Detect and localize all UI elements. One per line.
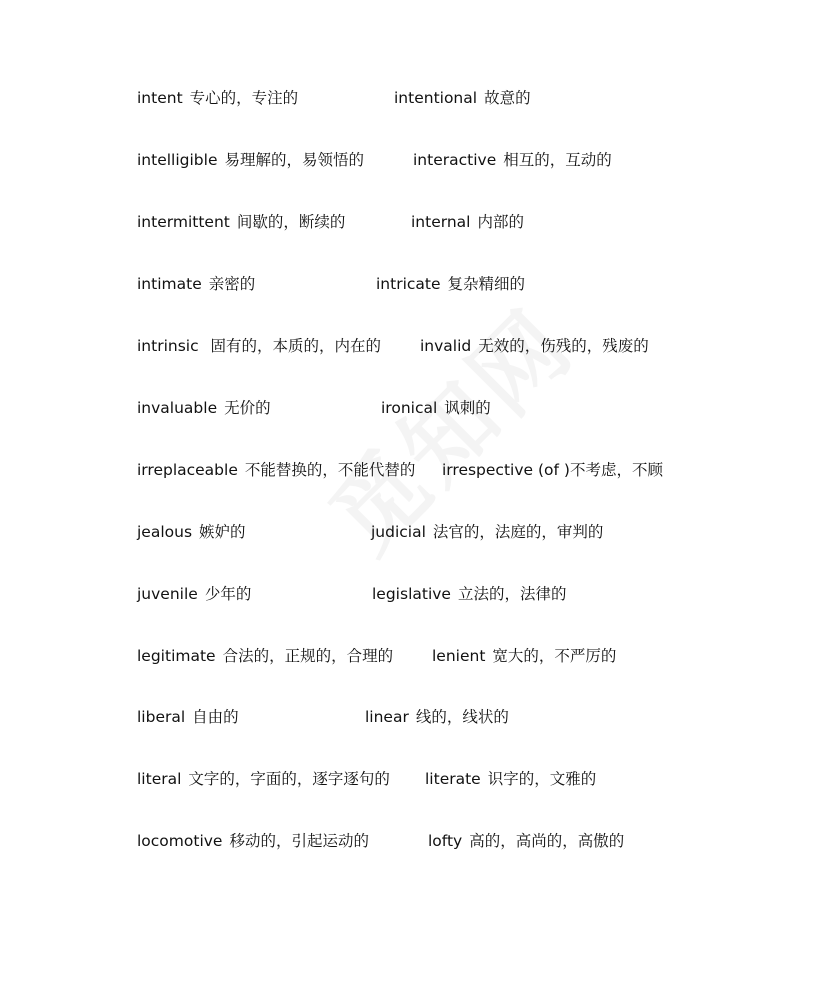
vocab-word: irrespective (of ) (442, 461, 570, 479)
vocab-word: intricate (376, 275, 441, 293)
vocab-meaning: 无价的 (224, 399, 271, 417)
vocab-word: interactive (413, 151, 497, 169)
vocab-entry-left (137, 210, 345, 234)
vocab-meaning: 故意的 (484, 89, 531, 107)
vocab-meaning: 少年的 (204, 585, 252, 603)
vocab-entry-left (137, 644, 393, 668)
vocab-meaning: 专心的，专注的 (189, 89, 299, 107)
vocab-entry-right (365, 705, 509, 729)
vocab-entry-right (425, 767, 596, 791)
vocab-word: literal (137, 770, 182, 788)
vocab-meaning: 线的，线状的 (415, 708, 509, 726)
vocab-word: liberal (137, 708, 186, 726)
vocab-entry-left (137, 334, 381, 358)
vocab-entry-right (381, 396, 491, 420)
vocab-meaning: 不能替换的，不能代替的 (244, 461, 416, 479)
vocab-word: legislative (372, 585, 451, 603)
vocab-meaning: 嫉妒的 (199, 523, 246, 541)
vocab-meaning: 不考虑，不顾 (569, 461, 663, 479)
vocab-entry-right (420, 334, 649, 358)
vocab-word: ironical (381, 399, 438, 417)
vocab-entry-left (137, 520, 246, 544)
vocab-entry-right (376, 272, 525, 296)
vocab-meaning: 移动的，引起运动的 (229, 832, 369, 850)
vocab-entry-left (137, 148, 364, 172)
vocab-entry-right (413, 148, 612, 172)
vocab-meaning: 宽大的，不严厉的 (492, 647, 617, 665)
vocab-word: lenient (432, 647, 486, 665)
vocab-entry-left (137, 705, 239, 729)
vocab-meaning: 相互的，互动的 (503, 151, 612, 169)
vocab-meaning: 识字的，文雅的 (487, 770, 597, 788)
vocab-word: invaluable (137, 399, 218, 417)
vocab-entry-left (137, 396, 271, 420)
vocab-entry-right (371, 520, 603, 544)
vocab-word: irreplaceable (137, 461, 238, 479)
vocab-entry-right (411, 210, 524, 234)
vocab-meaning: 间歇的，断续的 (236, 213, 346, 231)
vocab-meaning: 高的，高尚的，高傲的 (469, 832, 625, 850)
vocab-meaning: 亲密的 (208, 275, 256, 293)
vocab-meaning: 法官的，法庭的，审判的 (432, 523, 604, 541)
vocab-meaning: 复杂精细的 (447, 275, 526, 293)
vocab-word: intimate (137, 275, 202, 293)
vocab-entry-right (432, 644, 616, 668)
vocab-word: intermittent (137, 213, 230, 231)
vocab-entry-left (137, 458, 415, 482)
vocab-word: locomotive (137, 832, 223, 850)
vocab-entry-right (428, 829, 624, 853)
vocab-meaning: 内部的 (477, 213, 524, 231)
vocab-word: judicial (371, 523, 426, 541)
vocab-meaning: 讽刺的 (444, 399, 491, 417)
vocab-meaning: 无效的，伤残的，残废的 (478, 337, 649, 355)
vocab-word: juvenile (137, 585, 198, 603)
vocab-entry-left (137, 582, 251, 606)
vocab-word: invalid (420, 337, 472, 355)
vocab-meaning: 固有的，本质的，内在的 (205, 337, 382, 355)
vocab-meaning: 文字的，字面的，逐字逐句的 (188, 770, 390, 788)
vocab-word: legitimate (137, 647, 216, 665)
vocab-entry-left (137, 829, 369, 853)
vocab-word: intentional (394, 89, 478, 107)
vocab-meaning: 立法的，法律的 (457, 585, 567, 603)
vocab-meaning: 易理解的，易领悟的 (224, 151, 365, 169)
vocab-word: intrinsic (137, 337, 199, 355)
vocab-word: lofty (428, 832, 463, 850)
vocab-word: jealous (137, 523, 193, 541)
vocab-entry-right (394, 86, 531, 110)
vocab-entry-right (372, 582, 566, 606)
vocab-word: intent (137, 89, 183, 107)
vocab-word: literate (425, 770, 481, 788)
vocab-meaning: 自由的 (192, 708, 239, 726)
vocab-entry-left (137, 767, 390, 791)
vocab-entry-left (137, 86, 298, 110)
vocab-word: internal (411, 213, 471, 231)
vocab-meaning: 合法的，正规的，合理的 (222, 647, 394, 665)
vocab-word: linear (365, 708, 409, 726)
vocab-entry-left (137, 272, 255, 296)
vocab-entry-right (442, 458, 663, 482)
vocab-word: intelligible (137, 151, 218, 169)
